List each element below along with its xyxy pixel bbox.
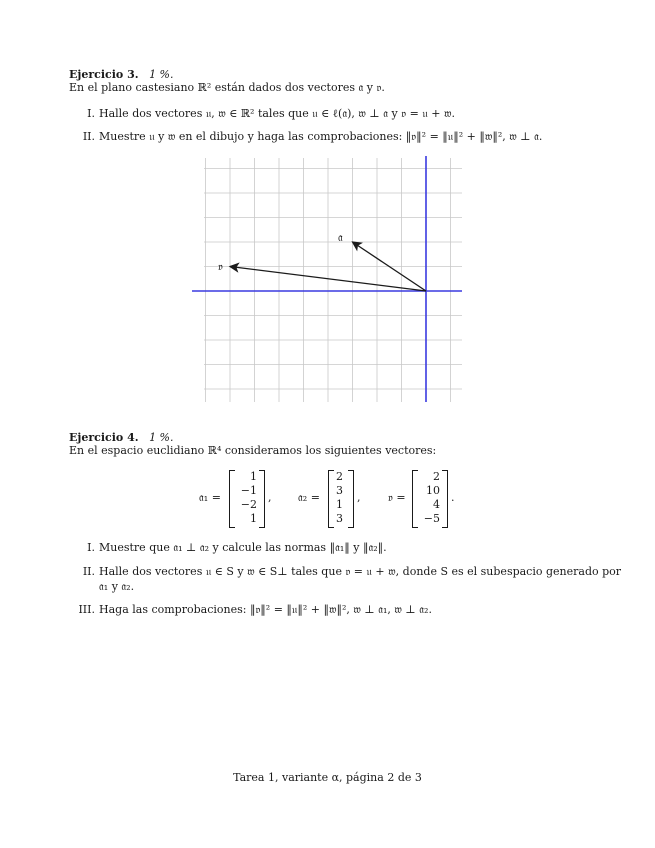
comma-separator: , <box>268 491 272 504</box>
page-footer: Tarea 1, variante α, página 2 de 3 <box>233 771 422 784</box>
exercise-4-intro: En el espacio euclidiano ℝ⁴ consideramos los siguientes vectores: <box>69 444 437 457</box>
exercise-3-item-1: Halle dos vectores 𝔲, 𝔴 ∈ ℝ² tales que 𝔲 ∈ ℓ(𝔞), 𝔴 ⊥ 𝔞 y 𝔳 = 𝔲 + 𝔴. <box>99 107 455 120</box>
vector-figure <box>190 150 470 410</box>
comma-separator: , <box>357 491 361 504</box>
a1-entry: −2 <box>240 498 257 511</box>
v-entry: 4 <box>433 498 440 511</box>
exercise-4-points: 1 %. <box>149 431 174 444</box>
exercise-4-item-1: Muestre que 𝔞₁ ⊥ 𝔞₂ y calcule las normas ‖𝔞₁‖ y ‖𝔞₂‖. <box>99 541 387 554</box>
exercise-4-item-3: Haga las comprobaciones: ‖𝔳‖² = ‖𝔲‖² + ‖𝔴‖², 𝔴 ⊥ 𝔞₁, 𝔴 ⊥ 𝔞₂. <box>99 603 432 616</box>
exercise-4-item-3-number: III. <box>78 603 95 616</box>
v-entry: 2 <box>433 470 440 483</box>
a1-entry: 1 <box>250 470 257 483</box>
a1-entry: −1 <box>240 484 257 497</box>
exercise-4-item-2-line-1: Halle dos vectores 𝔲 ∈ S y 𝔴 ∈ S⊥ tales que 𝔳 = 𝔲 + 𝔴, donde S es el subespacio generado por <box>99 565 622 578</box>
v-entry: −5 <box>423 512 440 525</box>
exercise-4-title: Ejercicio 4. <box>69 431 139 444</box>
exercise-3-item-2-number: II. <box>82 130 95 143</box>
v-entry: 10 <box>426 484 440 497</box>
matrix-v <box>412 470 448 528</box>
exercise-3-intro: En el plano castesiano ℝ² están dados dos vectores 𝔞 y 𝔳. <box>69 81 385 94</box>
exercise-4-heading <box>69 431 174 445</box>
a1-label: 𝔞₁ = <box>199 491 221 504</box>
exercise-4-item-1-number: I. <box>87 541 95 554</box>
matrix-a1 <box>229 470 265 528</box>
a2-entry: 3 <box>336 484 343 497</box>
exercise-3-item-1-number: I. <box>87 107 95 120</box>
exercise-4-item-2-number: II. <box>82 565 95 578</box>
a2-entry: 1 <box>336 498 343 511</box>
vector-a-label: 𝔞 <box>338 231 343 244</box>
exercise-3-title: Ejercicio 3. <box>69 68 139 81</box>
a2-entry: 3 <box>336 512 343 525</box>
v-label: 𝔳 = <box>388 491 406 504</box>
exercise-4-item-2-line-2: 𝔞₁ y 𝔞₂. <box>99 580 135 593</box>
matrix-a2 <box>328 470 354 528</box>
a1-entry: 1 <box>250 512 257 525</box>
exercise-3-item-2: Muestre 𝔲 y 𝔴 en el dibujo y haga las comprobaciones: ‖𝔳‖² = ‖𝔲‖² + ‖𝔴‖², 𝔴 ⊥ 𝔞. <box>99 130 543 143</box>
a2-entry: 2 <box>336 470 343 483</box>
a2-label: 𝔞₂ = <box>298 491 320 504</box>
vector-v-label: 𝔳 <box>218 260 223 273</box>
exercise-3-points: 1 %. <box>149 68 174 81</box>
exercise-3-heading <box>69 68 174 82</box>
period: . <box>451 491 455 504</box>
